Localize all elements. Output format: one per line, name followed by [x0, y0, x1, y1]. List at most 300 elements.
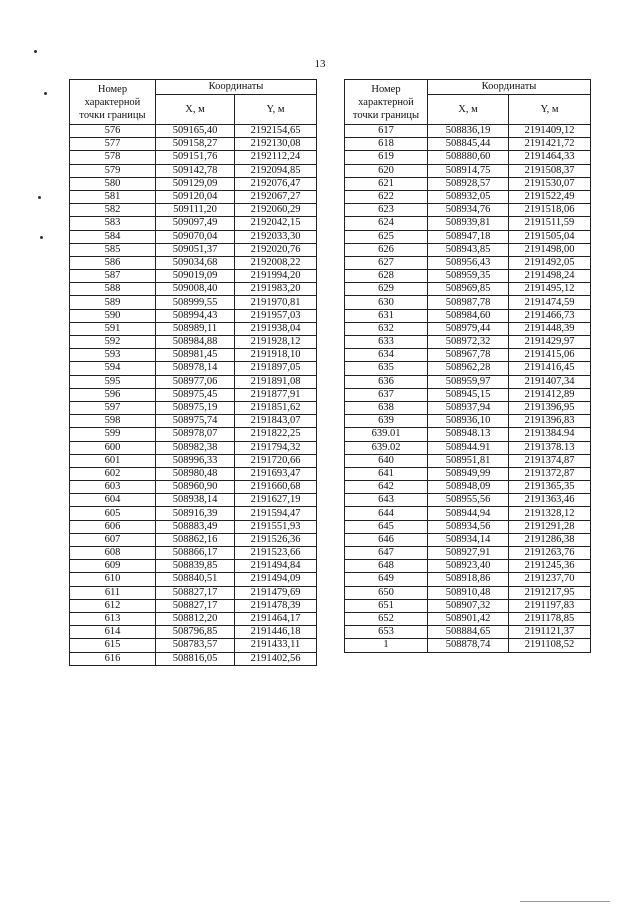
- table-row: [70, 481, 317, 494]
- y-coordinate-cell: 2191511,59: [509, 217, 591, 230]
- y-coordinate-cell: 2191108,52: [509, 639, 591, 652]
- y-coordinate-cell: 2191374,87: [509, 454, 591, 467]
- table-row: [70, 388, 317, 401]
- point-number-cell: 616: [70, 652, 156, 665]
- x-coordinate-cell: 509158,27: [156, 138, 235, 151]
- table-row: [345, 573, 591, 586]
- table-row: [345, 349, 591, 362]
- point-number-cell: 598: [70, 415, 156, 428]
- point-number-cell: 631: [345, 309, 428, 322]
- table-row: [345, 494, 591, 507]
- x-coordinate-cell: 508883,49: [156, 520, 235, 533]
- point-number-cell: 580: [70, 177, 156, 190]
- point-number-cell: 629: [345, 283, 428, 296]
- table-row: [345, 454, 591, 467]
- point-number-cell: 591: [70, 322, 156, 335]
- y-coordinate-cell: 2191526,36: [235, 533, 317, 546]
- x-coordinate-cell: 508949,99: [428, 467, 509, 480]
- x-coordinate-cell: 508975,74: [156, 415, 235, 428]
- point-number-cell: 611: [70, 586, 156, 599]
- x-coordinate-cell: 508959,35: [428, 270, 509, 283]
- x-coordinate-cell: 508984,88: [156, 336, 235, 349]
- x-coordinate-cell: 508936,10: [428, 415, 509, 428]
- header-y: Y, м: [509, 95, 591, 125]
- point-number-cell: 652: [345, 612, 428, 625]
- table-row: [70, 520, 317, 533]
- x-coordinate-cell: 508839,85: [156, 560, 235, 573]
- y-coordinate-cell: 2191843,07: [235, 415, 317, 428]
- y-coordinate-cell: 2192042,15: [235, 217, 317, 230]
- x-coordinate-cell: 508984,60: [428, 309, 509, 322]
- point-number-cell: 650: [345, 586, 428, 599]
- header-coordinates: Координаты: [428, 80, 591, 95]
- y-coordinate-cell: 2191372,87: [509, 467, 591, 480]
- x-coordinate-cell: 508901,42: [428, 612, 509, 625]
- y-coordinate-cell: 2191433,11: [235, 639, 317, 652]
- y-coordinate-cell: 2191498,00: [509, 243, 591, 256]
- header-coordinates: Координаты: [156, 80, 317, 95]
- x-coordinate-cell: 508927,91: [428, 547, 509, 560]
- x-coordinate-cell: 508978,14: [156, 362, 235, 375]
- y-coordinate-cell: 2191245,36: [509, 560, 591, 573]
- table-row: [345, 467, 591, 480]
- point-number-cell: 641: [345, 467, 428, 480]
- y-coordinate-cell: 2191407,34: [509, 375, 591, 388]
- x-coordinate-cell: 508975,45: [156, 388, 235, 401]
- y-coordinate-cell: 2191594,47: [235, 507, 317, 520]
- x-coordinate-cell: 509111,20: [156, 204, 235, 217]
- table-row: [70, 652, 317, 665]
- y-coordinate-cell: 2191396,83: [509, 415, 591, 428]
- table-row: [345, 230, 591, 243]
- y-coordinate-cell: 2192130,08: [235, 138, 317, 151]
- x-coordinate-cell: 508836,19: [428, 125, 509, 138]
- point-number-cell: 593: [70, 349, 156, 362]
- y-coordinate-cell: 2191518,06: [509, 204, 591, 217]
- table-row: [70, 230, 317, 243]
- y-coordinate-cell: 2191217,95: [509, 586, 591, 599]
- point-number-cell: 622: [345, 190, 428, 203]
- point-number-cell: 585: [70, 243, 156, 256]
- x-coordinate-cell: 509165,40: [156, 125, 235, 138]
- y-coordinate-cell: 2191474,59: [509, 296, 591, 309]
- table-row: [345, 547, 591, 560]
- point-number-cell: 649: [345, 573, 428, 586]
- x-coordinate-cell: 508914,75: [428, 164, 509, 177]
- x-coordinate-cell: 508972,32: [428, 336, 509, 349]
- y-coordinate-cell: 2191448,39: [509, 322, 591, 335]
- table-row: [70, 560, 317, 573]
- table-row: [70, 586, 317, 599]
- table-row: [70, 336, 317, 349]
- table-row: [345, 204, 591, 217]
- point-number-cell: 617: [345, 125, 428, 138]
- y-coordinate-cell: 2191877,91: [235, 388, 317, 401]
- y-coordinate-cell: 2191412,89: [509, 388, 591, 401]
- table-row: [345, 296, 591, 309]
- header-y: Y, м: [235, 95, 317, 125]
- x-coordinate-cell: 508959,97: [428, 375, 509, 388]
- x-coordinate-cell: 508987,78: [428, 296, 509, 309]
- y-coordinate-cell: 2191970,81: [235, 296, 317, 309]
- y-coordinate-cell: 2191693,47: [235, 467, 317, 480]
- table-row: [345, 322, 591, 335]
- point-number-cell: 636: [345, 375, 428, 388]
- x-coordinate-cell: 508980,48: [156, 467, 235, 480]
- x-coordinate-cell: 508934,76: [428, 204, 509, 217]
- y-coordinate-cell: 2191530,07: [509, 177, 591, 190]
- table-row: [345, 375, 591, 388]
- point-number-cell: 578: [70, 151, 156, 164]
- point-number-cell: 587: [70, 270, 156, 283]
- table-row: [345, 217, 591, 230]
- table-row: [345, 586, 591, 599]
- y-coordinate-cell: 2191492,05: [509, 256, 591, 269]
- y-coordinate-cell: 2191429,97: [509, 336, 591, 349]
- x-coordinate-cell: 508981,45: [156, 349, 235, 362]
- y-coordinate-cell: 2191197,83: [509, 599, 591, 612]
- table-row: [70, 322, 317, 335]
- table-row: [345, 401, 591, 414]
- x-coordinate-cell: 508918,86: [428, 573, 509, 586]
- y-coordinate-cell: 2192094,85: [235, 164, 317, 177]
- point-number-cell: 605: [70, 507, 156, 520]
- x-coordinate-cell: 508960,90: [156, 481, 235, 494]
- point-number-cell: 621: [345, 177, 428, 190]
- x-coordinate-cell: 508907,32: [428, 599, 509, 612]
- table-row: [70, 639, 317, 652]
- table-row: [345, 243, 591, 256]
- point-number-cell: 592: [70, 336, 156, 349]
- point-number-cell: 594: [70, 362, 156, 375]
- table-row: [345, 560, 591, 573]
- x-coordinate-cell: 509019,09: [156, 270, 235, 283]
- x-coordinate-cell: 508948.13: [428, 428, 509, 441]
- table-row: [345, 507, 591, 520]
- point-number-cell: 647: [345, 547, 428, 560]
- x-coordinate-cell: 508955,56: [428, 494, 509, 507]
- y-coordinate-cell: 2191121,37: [509, 626, 591, 639]
- point-number-cell: 627: [345, 256, 428, 269]
- table-row: [345, 428, 591, 441]
- x-coordinate-cell: 508934,14: [428, 533, 509, 546]
- x-coordinate-cell: 509070,04: [156, 230, 235, 243]
- x-coordinate-cell: 508796,85: [156, 626, 235, 639]
- point-number-cell: 625: [345, 230, 428, 243]
- point-number-cell: 634: [345, 349, 428, 362]
- table-row: [345, 533, 591, 546]
- table-row: [345, 164, 591, 177]
- header-x: X, м: [156, 95, 235, 125]
- x-coordinate-cell: 508994,43: [156, 309, 235, 322]
- point-number-cell: 619: [345, 151, 428, 164]
- table-row: [345, 309, 591, 322]
- y-coordinate-cell: 2191660,68: [235, 481, 317, 494]
- x-coordinate-cell: 508996,33: [156, 454, 235, 467]
- x-coordinate-cell: 508884,65: [428, 626, 509, 639]
- y-coordinate-cell: 2191446,18: [235, 626, 317, 639]
- point-number-cell: 639: [345, 415, 428, 428]
- point-number-cell: 642: [345, 481, 428, 494]
- point-number-cell: 615: [70, 639, 156, 652]
- table-row: [70, 349, 317, 362]
- x-coordinate-cell: 509008,40: [156, 283, 235, 296]
- y-coordinate-cell: 2192067,27: [235, 190, 317, 203]
- point-number-cell: 610: [70, 573, 156, 586]
- y-coordinate-cell: 2191396,95: [509, 401, 591, 414]
- table-row: [70, 375, 317, 388]
- point-number-cell: 645: [345, 520, 428, 533]
- y-coordinate-cell: 2191822,25: [235, 428, 317, 441]
- table-row: [70, 177, 317, 190]
- y-coordinate-cell: 2191551,93: [235, 520, 317, 533]
- x-coordinate-cell: 508978,07: [156, 428, 235, 441]
- point-number-cell: 602: [70, 467, 156, 480]
- point-number-cell: 639.02: [345, 441, 428, 454]
- x-coordinate-cell: 508962,28: [428, 362, 509, 375]
- table-row: [70, 270, 317, 283]
- point-number-cell: 599: [70, 428, 156, 441]
- point-number-cell: 582: [70, 204, 156, 217]
- y-coordinate-cell: 2191994,20: [235, 270, 317, 283]
- point-number-cell: 609: [70, 560, 156, 573]
- x-coordinate-cell: 508910,48: [428, 586, 509, 599]
- x-coordinate-cell: 508880,60: [428, 151, 509, 164]
- y-coordinate-cell: 2191478,39: [235, 599, 317, 612]
- point-number-cell: 606: [70, 520, 156, 533]
- table-row: [345, 599, 591, 612]
- x-coordinate-cell: 508862,16: [156, 533, 235, 546]
- point-number-cell: 589: [70, 296, 156, 309]
- table-row: [345, 626, 591, 639]
- point-number-cell: 597: [70, 401, 156, 414]
- table-row: [345, 256, 591, 269]
- point-number-cell: 633: [345, 336, 428, 349]
- table-row: [70, 204, 317, 217]
- y-coordinate-cell: 2191794,32: [235, 441, 317, 454]
- y-coordinate-cell: 2191363,46: [509, 494, 591, 507]
- x-coordinate-cell: 508934,56: [428, 520, 509, 533]
- table-row: [345, 388, 591, 401]
- y-coordinate-cell: 2191263,76: [509, 547, 591, 560]
- point-number-cell: 640: [345, 454, 428, 467]
- x-coordinate-cell: 508989,11: [156, 322, 235, 335]
- point-number-cell: 1: [345, 639, 428, 652]
- table-row: [345, 270, 591, 283]
- x-coordinate-cell: 508827,17: [156, 586, 235, 599]
- y-coordinate-cell: 2191983,20: [235, 283, 317, 296]
- point-number-cell: 628: [345, 270, 428, 283]
- table-row: [70, 573, 317, 586]
- y-coordinate-cell: 2191464,33: [509, 151, 591, 164]
- table-row: [345, 415, 591, 428]
- x-coordinate-cell: 508956,43: [428, 256, 509, 269]
- point-number-cell: 596: [70, 388, 156, 401]
- x-coordinate-cell: 509051,37: [156, 243, 235, 256]
- y-coordinate-cell: 2192076,47: [235, 177, 317, 190]
- x-coordinate-cell: 508982,38: [156, 441, 235, 454]
- scan-mark: [40, 236, 43, 239]
- table-row: [70, 296, 317, 309]
- x-coordinate-cell: 508938,14: [156, 494, 235, 507]
- x-coordinate-cell: 508928,57: [428, 177, 509, 190]
- y-coordinate-cell: 2191498,24: [509, 270, 591, 283]
- x-coordinate-cell: 508812,20: [156, 612, 235, 625]
- point-number-cell: 651: [345, 599, 428, 612]
- y-coordinate-cell: 2192154,65: [235, 125, 317, 138]
- point-number-cell: 643: [345, 494, 428, 507]
- x-coordinate-cell: 508969,85: [428, 283, 509, 296]
- coordinates-table-right: [344, 79, 591, 653]
- table-row: [70, 309, 317, 322]
- x-coordinate-cell: 508816,05: [156, 652, 235, 665]
- point-number-cell: 638: [345, 401, 428, 414]
- table-row: [345, 125, 591, 138]
- page-number: 13: [314, 58, 326, 70]
- table-row: [345, 283, 591, 296]
- y-coordinate-cell: 2191416,45: [509, 362, 591, 375]
- y-coordinate-cell: 2192033,30: [235, 230, 317, 243]
- scan-mark: [34, 50, 37, 53]
- x-coordinate-cell: 508943,85: [428, 243, 509, 256]
- table-row: [70, 507, 317, 520]
- table-row: [345, 138, 591, 151]
- point-number-cell: 586: [70, 256, 156, 269]
- y-coordinate-cell: 2192060,29: [235, 204, 317, 217]
- y-coordinate-cell: 2191415,06: [509, 349, 591, 362]
- point-number-cell: 577: [70, 138, 156, 151]
- x-coordinate-cell: 508878,74: [428, 639, 509, 652]
- point-number-cell: 601: [70, 454, 156, 467]
- point-number-cell: 653: [345, 626, 428, 639]
- y-coordinate-cell: 2191402,56: [235, 652, 317, 665]
- table-row: [345, 639, 591, 652]
- table-row: [345, 362, 591, 375]
- y-coordinate-cell: 2191508,37: [509, 164, 591, 177]
- point-number-cell: 579: [70, 164, 156, 177]
- y-coordinate-cell: 2191957,03: [235, 309, 317, 322]
- y-coordinate-cell: 2191627,19: [235, 494, 317, 507]
- table-row: [70, 243, 317, 256]
- x-coordinate-cell: 509097,49: [156, 217, 235, 230]
- table-row: [70, 190, 317, 203]
- x-coordinate-cell: 508783,57: [156, 639, 235, 652]
- header-point-number: Номер характерной точки границы: [345, 80, 428, 125]
- x-coordinate-cell: 508944,94: [428, 507, 509, 520]
- scan-mark: [520, 901, 610, 902]
- header-point-number: Номер характерной точки границы: [70, 80, 156, 125]
- header-x: X, м: [428, 95, 509, 125]
- table-row: [345, 190, 591, 203]
- y-coordinate-cell: 2191384.94: [509, 428, 591, 441]
- table-row: [70, 428, 317, 441]
- point-number-cell: 637: [345, 388, 428, 401]
- point-number-cell: 590: [70, 309, 156, 322]
- y-coordinate-cell: 2191851,62: [235, 401, 317, 414]
- x-coordinate-cell: 508979,44: [428, 322, 509, 335]
- coordinates-table-left: [69, 79, 317, 666]
- table-row: [70, 362, 317, 375]
- y-coordinate-cell: 2191291,28: [509, 520, 591, 533]
- y-coordinate-cell: 2192112,24: [235, 151, 317, 164]
- table-row: [70, 467, 317, 480]
- y-coordinate-cell: 2191938,04: [235, 322, 317, 335]
- point-number-cell: 632: [345, 322, 428, 335]
- point-number-cell: 646: [345, 533, 428, 546]
- point-number-cell: 583: [70, 217, 156, 230]
- x-coordinate-cell: 508999,55: [156, 296, 235, 309]
- x-coordinate-cell: 508967,78: [428, 349, 509, 362]
- point-number-cell: 648: [345, 560, 428, 573]
- table-row: [70, 441, 317, 454]
- x-coordinate-cell: 508923,40: [428, 560, 509, 573]
- table-row: [70, 626, 317, 639]
- table-row: [70, 415, 317, 428]
- x-coordinate-cell: 508939,81: [428, 217, 509, 230]
- x-coordinate-cell: 508916,39: [156, 507, 235, 520]
- point-number-cell: 620: [345, 164, 428, 177]
- table-row: [70, 151, 317, 164]
- table-row: [70, 256, 317, 269]
- x-coordinate-cell: 508951,81: [428, 454, 509, 467]
- y-coordinate-cell: 2191409,12: [509, 125, 591, 138]
- y-coordinate-cell: 2192020,76: [235, 243, 317, 256]
- x-coordinate-cell: 509034,68: [156, 256, 235, 269]
- x-coordinate-cell: 509120,04: [156, 190, 235, 203]
- table-row: [70, 283, 317, 296]
- table-row: [70, 138, 317, 151]
- x-coordinate-cell: 508977,06: [156, 375, 235, 388]
- table-row: [70, 125, 317, 138]
- y-coordinate-cell: 2191918,10: [235, 349, 317, 362]
- y-coordinate-cell: 2191505,04: [509, 230, 591, 243]
- point-number-cell: 608: [70, 547, 156, 560]
- point-number-cell: 604: [70, 494, 156, 507]
- y-coordinate-cell: 2191286,38: [509, 533, 591, 546]
- y-coordinate-cell: 2191378.13: [509, 441, 591, 454]
- table-row: [70, 164, 317, 177]
- x-coordinate-cell: 508932,05: [428, 190, 509, 203]
- y-coordinate-cell: 2191523,66: [235, 547, 317, 560]
- scan-mark: [44, 92, 47, 95]
- y-coordinate-cell: 2191522,49: [509, 190, 591, 203]
- x-coordinate-cell: 508840,51: [156, 573, 235, 586]
- point-number-cell: 623: [345, 204, 428, 217]
- point-number-cell: 614: [70, 626, 156, 639]
- table-row: [70, 401, 317, 414]
- y-coordinate-cell: 2191237,70: [509, 573, 591, 586]
- x-coordinate-cell: 509142,78: [156, 164, 235, 177]
- y-coordinate-cell: 2191891,08: [235, 375, 317, 388]
- table-row: [345, 151, 591, 164]
- y-coordinate-cell: 2191178,85: [509, 612, 591, 625]
- point-number-cell: 588: [70, 283, 156, 296]
- table-row: [70, 494, 317, 507]
- y-coordinate-cell: 2191365,35: [509, 481, 591, 494]
- table-row: [70, 217, 317, 230]
- table-row: [70, 533, 317, 546]
- scan-mark: [38, 196, 41, 199]
- x-coordinate-cell: 509151,76: [156, 151, 235, 164]
- x-coordinate-cell: 508944.91: [428, 441, 509, 454]
- table-row: [345, 612, 591, 625]
- table-row: [345, 177, 591, 190]
- y-coordinate-cell: 2192008,22: [235, 256, 317, 269]
- x-coordinate-cell: 508827,17: [156, 599, 235, 612]
- x-coordinate-cell: 508945,15: [428, 388, 509, 401]
- table-row: [70, 599, 317, 612]
- point-number-cell: 626: [345, 243, 428, 256]
